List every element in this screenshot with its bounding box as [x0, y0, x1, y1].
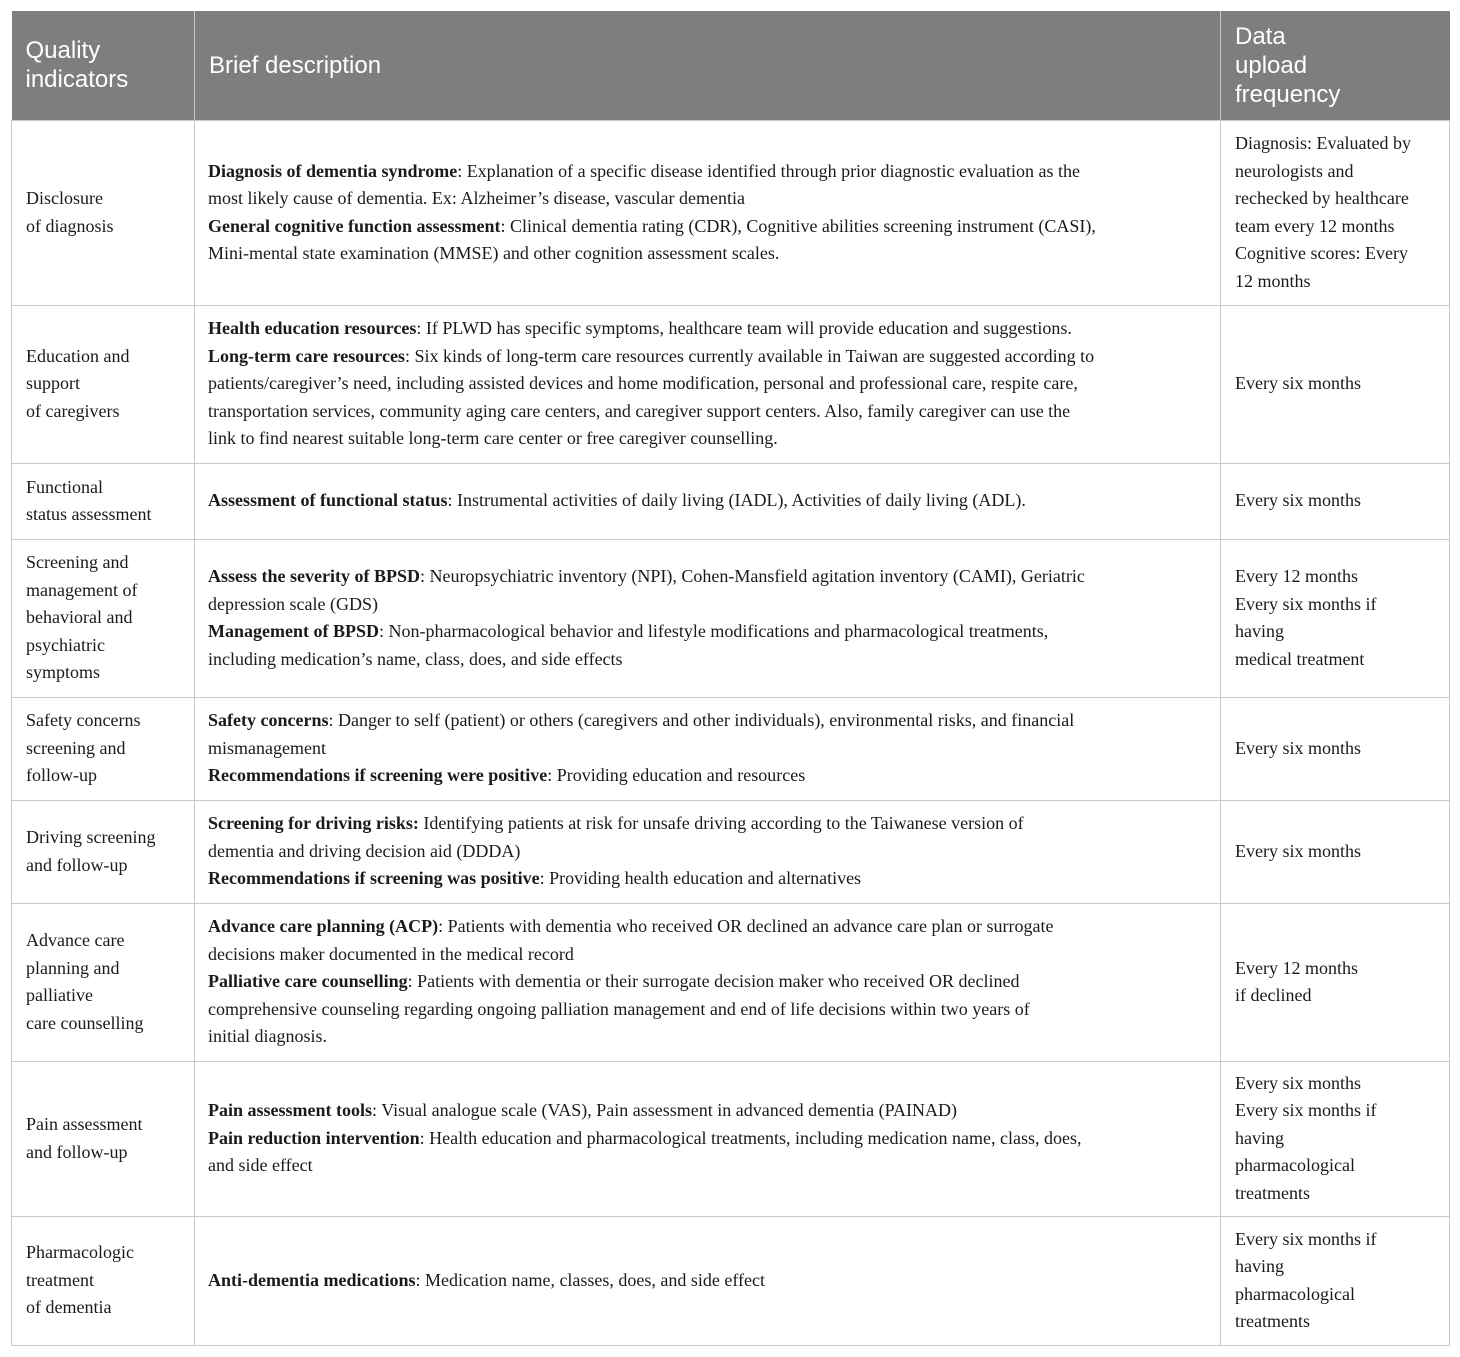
- frequency-cell: Every 12 months Every six months if having medical treatment: [1221, 539, 1450, 697]
- description-text: : Patients with dementia who received OR declined an advance care plan or surrogate decisions maker documented in the medical record: [208, 916, 1054, 964]
- description-line: [208, 865, 1206, 893]
- description-line: [208, 1097, 1206, 1125]
- description-label: Pain reduction intervention: [208, 1127, 420, 1148]
- indicator-cell: Driving screening and follow-up: [12, 800, 195, 903]
- description-text: : Providing health education and alternatives: [539, 868, 862, 889]
- indicator-cell: Education and support of caregivers: [12, 305, 195, 463]
- description-label: Safety concerns: [208, 710, 329, 731]
- description-cell: [195, 305, 1221, 463]
- table-row: [12, 697, 1450, 800]
- header-quality-indicators: Quality indicators: [12, 11, 195, 120]
- table-row: [12, 539, 1450, 697]
- table-header-row: [12, 11, 1450, 120]
- frequency-cell: Every 12 months if declined: [1221, 903, 1450, 1061]
- description-text: : Providing education and resources: [547, 765, 806, 786]
- quality-indicators-table: [11, 11, 1450, 1346]
- description-text: : Instrumental activities of daily living (IADL), Activities of daily living (ADL).: [447, 490, 1026, 511]
- description-cell: [195, 697, 1221, 800]
- description-label: Long-term care resources: [208, 345, 405, 366]
- description-label: Anti-dementia medications: [208, 1269, 416, 1290]
- description-text: : Six kinds of long-term care resources currently available in Taiwan are suggested according to patients/caregiver’s need, including assisted devices and home modification, personal and professional care, respite care, transportation services, community aging care centers, and caregiver support centers. Also, family caregiver can use the link to find nearest suitable long-term care center or free caregiver counselling.: [208, 345, 1095, 449]
- description-label: Recommendations if screening was positive: [208, 868, 540, 889]
- header-data-upload-frequency: Data upload frequency: [1221, 11, 1450, 120]
- description-text: : Non-pharmacological behavior and lifestyle modifications and pharmacological treatments, including medication’s name, class, does, and side effects: [208, 621, 1049, 669]
- description-text: : Medication name, classes, does, and side effect: [415, 1269, 766, 1290]
- table-row: [12, 463, 1450, 539]
- indicator-cell: Pharmacologic treatment of dementia: [12, 1216, 195, 1345]
- description-line: [208, 158, 1206, 213]
- description-cell: [195, 120, 1221, 305]
- description-line: [208, 563, 1206, 618]
- description-cell: [195, 1216, 1221, 1345]
- description-line: [208, 707, 1206, 762]
- table-row: [12, 903, 1450, 1061]
- table-row: [12, 1216, 1450, 1345]
- description-line: [208, 810, 1206, 865]
- indicator-cell: Screening and management of behavioral and psychiatric symptoms: [12, 539, 195, 697]
- description-label: Management of BPSD: [208, 621, 379, 641]
- table-row: [12, 1061, 1450, 1216]
- description-text: : Explanation of a specific disease identified through prior diagnostic evaluation as the most likely cause of dementia. Ex: Alzheimer’s disease, vascular dementia: [208, 160, 1080, 208]
- description-label: Palliative care counselling: [208, 971, 408, 992]
- description-text: : Health education and pharmacological treatments, including medication name, class, does, and side effect: [208, 1127, 1082, 1176]
- description-text: : Visual analogue scale (VAS), Pain assessment in advanced dementia (PAINAD): [372, 1100, 957, 1121]
- frequency-cell: Every six months Every six months if having pharmacological treatments: [1221, 1061, 1450, 1216]
- frequency-cell: Every six months: [1221, 463, 1450, 539]
- description-label: Diagnosis of dementia syndrome: [208, 160, 458, 181]
- frequency-cell: Diagnosis: Evaluated by neurologists and rechecked by healthcare team every 12 months Cognitive scores: Every 12 months: [1221, 120, 1450, 305]
- description-line: [208, 315, 1206, 343]
- description-text: : Patients with dementia or their surrogate decision maker who received OR declined comprehensive counseling regarding ongoing palliation management and end of life decisions within two years of initial diagnosis.: [208, 971, 1030, 1047]
- frequency-cell: Every six months: [1221, 697, 1450, 800]
- description-label: General cognitive function assessment: [208, 215, 501, 236]
- description-label: Advance care planning (ACP): [208, 916, 439, 937]
- description-label: Health education resources: [208, 318, 417, 339]
- description-cell: [195, 1061, 1221, 1216]
- description-line: [208, 213, 1206, 268]
- indicator-cell: Safety concerns screening and follow-up: [12, 697, 195, 800]
- header-brief-description: Brief description: [195, 11, 1221, 120]
- table-row: [12, 800, 1450, 903]
- description-text: : Neuropsychiatric inventory (NPI), Cohen-Mansfield agitation inventory (CAMI), Geriatric depression scale (GDS): [208, 566, 1085, 614]
- description-text: Identifying patients at risk for unsafe driving according to the Taiwanese version of dementia and driving decision aid (DDDA): [208, 813, 1024, 861]
- description-text: : If PLWD has specific symptoms, healthcare team will provide education and suggestions.: [416, 318, 1072, 339]
- indicator-cell: Disclosure of diagnosis: [12, 120, 195, 305]
- description-label: Assess the severity of BPSD: [208, 566, 420, 586]
- description-line: [208, 1125, 1206, 1180]
- indicator-cell: Functional status assessment: [12, 463, 195, 539]
- frequency-cell: Every six months: [1221, 800, 1450, 903]
- frequency-cell: Every six months if having pharmacological treatments: [1221, 1216, 1450, 1345]
- description-label: Screening for driving risks:: [208, 813, 419, 834]
- description-text: : Danger to self (patient) or others (caregivers and other individuals), environmental risks, and financial mismanagement: [208, 710, 1075, 758]
- description-line: [208, 1267, 1206, 1295]
- indicator-cell: Advance care planning and palliative care counselling: [12, 903, 195, 1061]
- table-row: [12, 120, 1450, 305]
- description-text: : Clinical dementia rating (CDR), Cognitive abilities screening instrument (CASI), Mini-mental state examination (MMSE) and other cognition assessment scales.: [208, 215, 1096, 263]
- description-label: Assessment of functional status: [208, 490, 448, 511]
- description-line: [208, 487, 1206, 515]
- description-cell: [195, 539, 1221, 697]
- description-cell: [195, 463, 1221, 539]
- indicator-cell: Pain assessment and follow-up: [12, 1061, 195, 1216]
- description-line: [208, 618, 1206, 673]
- description-label: Pain assessment tools: [208, 1100, 373, 1121]
- description-line: [208, 762, 1206, 790]
- description-cell: [195, 903, 1221, 1061]
- description-line: [208, 968, 1206, 1051]
- description-cell: [195, 800, 1221, 903]
- description-line: [208, 343, 1206, 453]
- description-label: Recommendations if screening were positive: [208, 765, 548, 786]
- description-line: [208, 913, 1206, 968]
- frequency-cell: Every six months: [1221, 305, 1450, 463]
- table-row: [12, 305, 1450, 463]
